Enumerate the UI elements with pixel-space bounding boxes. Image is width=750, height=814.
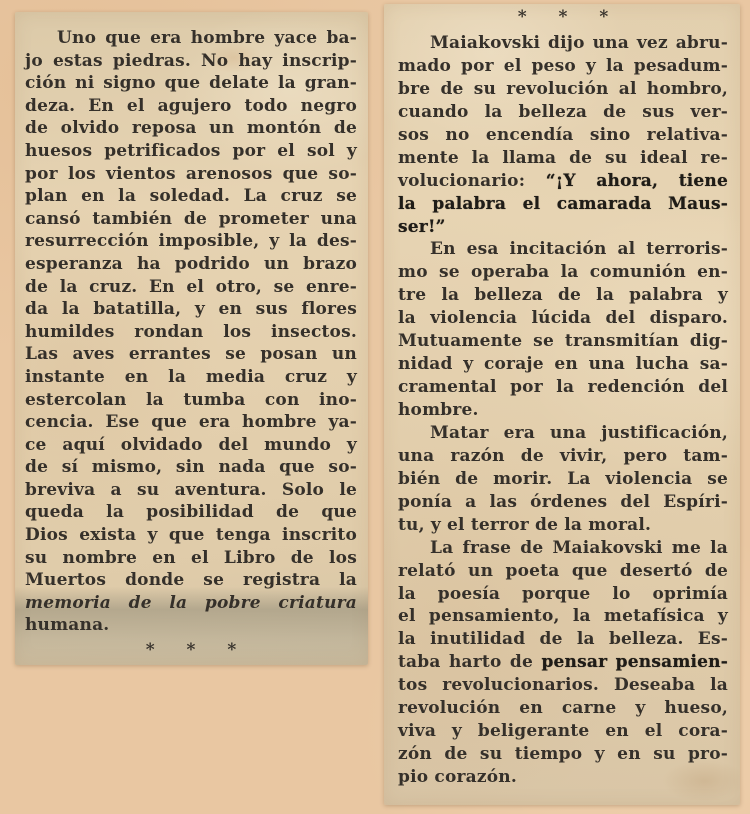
text-line: Uno que era hombre yace ba- (57, 28, 357, 48)
right-newspaper-clipping (384, 4, 740, 805)
text-line: sos no encendía sino relativa- (398, 124, 728, 145)
text-line: Maiakovski dijo una vez abru- (430, 33, 728, 53)
text-line: memoria de la pobre criatura (25, 592, 357, 613)
text-line: ce aquí olvidado del mundo y (25, 434, 357, 455)
text-line: humana. (25, 615, 110, 636)
text-line: queda la posibilidad de que (25, 502, 357, 523)
text-line: la inutilidad de la belleza. Es- (398, 629, 728, 650)
text-line: huesos petrificados por el sol y (25, 140, 357, 161)
text-line: Las aves errantes se posan un (25, 344, 357, 365)
text-line: bre de su revolución al hombro, (398, 78, 728, 99)
text-line: pio corazón. (398, 767, 517, 787)
text-line: Mutuamente se transmitían dig- (398, 331, 728, 352)
text-line: Muertos donde se registra la (25, 570, 357, 591)
text-line: cansó también de prometer una (25, 208, 357, 229)
right-separator-stars: * * * (517, 7, 622, 27)
text-line: de olvido reposa un montón de (25, 118, 357, 139)
text-line: tu, y el terror de la moral. (398, 514, 652, 535)
text-line: ción ni signo que delate la gran- (25, 73, 357, 94)
text-line: jo estas piedras. No hay inscrip- (25, 50, 357, 71)
text-line: cencia. Ese que era hombre ya- (25, 412, 357, 433)
text-line: mado por el peso y la pesadum- (398, 55, 728, 76)
text-line: revolución en carne y hueso, (398, 698, 728, 719)
text-line: viva y beligerante en el cora- (398, 721, 728, 742)
text-line: cuando la belleza de sus ver- (398, 101, 728, 122)
text-line: esperanza ha podrido un brazo (25, 253, 357, 274)
text-line: de sí mismo, sin nada que so- (25, 457, 357, 478)
text-line: relató un poeta que desertó de (398, 560, 728, 581)
text-line: cramental por la redención del (398, 377, 728, 398)
left-newspaper-clipping (15, 12, 368, 665)
text-line: ser!” (398, 216, 446, 237)
left-column-text (25, 27, 357, 637)
text-segment: volucionario: (398, 170, 546, 191)
bold-text-segment: “¡Y ahora, tiene (545, 170, 728, 191)
text-line: ponía a las órdenes del Espíri- (398, 491, 728, 512)
text-line: La frase de Maiakovski me la (430, 537, 728, 558)
text-line: zón de su tiempo y en su pro- (398, 744, 728, 765)
bold-text-segment: pensar pensamien- (541, 652, 728, 673)
text-line: de la cruz. En el otro, se enre- (25, 276, 357, 297)
text-line: el pensamiento, la metafísica y (398, 606, 728, 627)
text-line (398, 170, 728, 193)
text-line: En esa incitación al terroris- (430, 239, 728, 260)
text-line: Matar era una justificación, (430, 422, 728, 443)
text-line: mo se operaba la comunión en- (398, 262, 728, 283)
text-line: bién de morir. La violencia se (398, 468, 728, 489)
text-line: resurrección imposible, y la des- (25, 231, 357, 252)
text-line: estercolan la tumba con ino- (25, 389, 357, 410)
right-column-text (398, 32, 728, 789)
text-line: la poesía porque lo oprimía (398, 583, 728, 604)
text-line: por los vientos arenosos que so- (25, 163, 357, 184)
text-line: breviva a su aventura. Solo le (25, 479, 357, 500)
text-segment: taba harto de (398, 652, 542, 673)
text-line: la violencia lúcida del disparo. (398, 308, 728, 329)
text-line: humildes rondan los insectos. (25, 321, 357, 342)
text-line (398, 651, 728, 674)
text-line: hombre. (398, 400, 479, 420)
text-line: una razón de vivir, pero tam- (398, 445, 728, 466)
text-line: tos revolucionarios. Deseaba la (398, 675, 728, 696)
text-line: su nombre en el Libro de los (25, 547, 357, 568)
text-line: nidad y coraje en una lucha sa- (398, 354, 728, 375)
text-line: mente la llama de su ideal re- (398, 147, 728, 168)
text-line: da la batatilla, y en sus flores (25, 299, 357, 320)
left-separator-stars: * * * (145, 640, 250, 661)
text-line: deza. En el agujero todo negro (25, 95, 357, 116)
text-line: instante en la media cruz y (25, 366, 357, 387)
text-line: tre la belleza de la palabra y (398, 285, 728, 306)
text-line: plan en la soledad. La cruz se (25, 186, 357, 207)
text-line: la palabra el camarada Maus- (398, 193, 728, 214)
text-line: Dios exista y que tenga inscrito (25, 525, 357, 546)
